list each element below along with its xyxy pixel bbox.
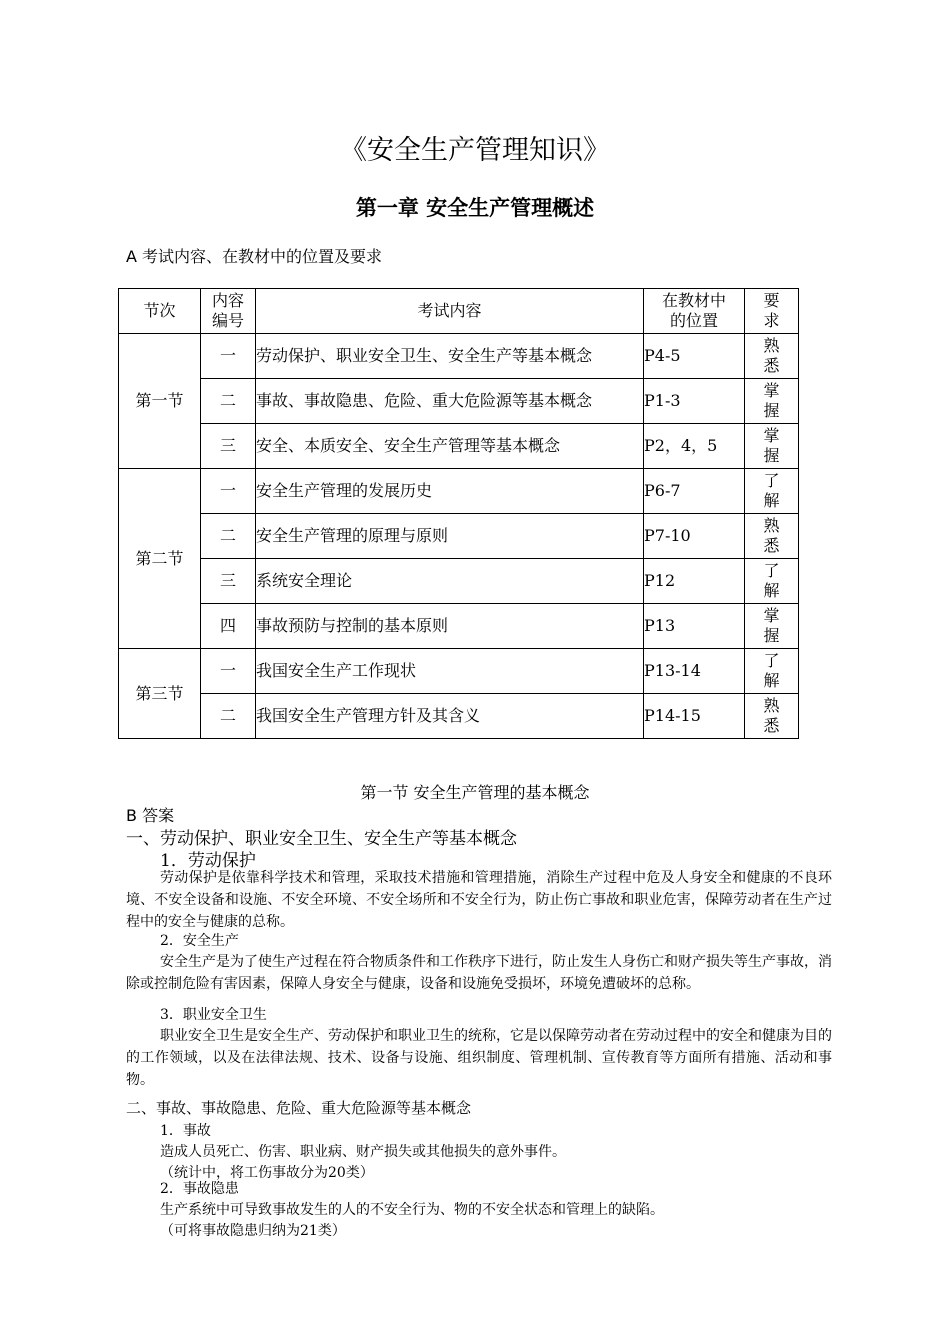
header-requirement: 要 求 [745, 289, 799, 334]
header-number: 内容 编号 [201, 289, 256, 334]
exam-content-table [118, 288, 799, 739]
location-cell: P13 [644, 604, 745, 649]
occupational-safety-paragraph: 职业安全卫生是安全生产、劳动保护和职业卫生的统称，它是以保障劳动者在劳动过程中的安全和健康为目的的工作领域，以及在法律法规、技术、设备与设施、组织制度、管理机制、宣传教育等方面所有措施、活动和事物。 [126, 1028, 832, 1088]
header-location: 在教材中 的位置 [644, 289, 745, 334]
table-row [119, 694, 799, 739]
number-cell: 一 [201, 649, 256, 694]
location-cell: P13-14 [644, 649, 745, 694]
requirement-cell: 了 解 [745, 469, 799, 514]
location-cell: P7-10 [644, 514, 745, 559]
number-cell: 三 [201, 424, 256, 469]
hazard-definition: 生产系统中可导致事故发生的人的不安全行为、物的不安全状态和管理上的缺陷。 [160, 1202, 664, 1218]
location-cell: P1-3 [644, 379, 745, 424]
requirement-cell: 熟 悉 [745, 334, 799, 379]
part-two-heading: 二、事故、事故隐患、危险、重大危险源等基本概念 [126, 1099, 472, 1117]
item-labor-protection-title: 1．劳动保护 [160, 851, 256, 871]
location-cell: P12 [644, 559, 745, 604]
requirement-cell: 掌 握 [745, 604, 799, 649]
table-row [119, 604, 799, 649]
requirement-cell: 掌 握 [745, 379, 799, 424]
section-cell: 第二节 [119, 469, 201, 649]
requirement-cell: 熟 悉 [745, 694, 799, 739]
document-title: 《安全生产管理知识》 [340, 135, 610, 166]
part-one-heading: 一、劳动保护、职业安全卫生、安全生产等基本概念 [126, 829, 517, 849]
requirement-cell: 了 解 [745, 559, 799, 604]
section-one-heading: 第一节 安全生产管理的基本概念 [360, 783, 590, 802]
number-cell: 二 [201, 694, 256, 739]
table-row [119, 514, 799, 559]
section-cell: 第一节 [119, 334, 201, 469]
hazard-note: （可将事故隐患归纳为21类） [160, 1223, 346, 1239]
location-cell: P14-15 [644, 694, 745, 739]
table-row [119, 649, 799, 694]
location-cell: P2，4，5 [644, 424, 745, 469]
number-cell: 二 [201, 514, 256, 559]
answers-label: B 答案 [126, 806, 175, 825]
header-content: 考试内容 [256, 289, 644, 334]
item-safe-production-title: 2．安全生产 [160, 933, 239, 949]
table-header-row [119, 289, 799, 334]
table-row [119, 379, 799, 424]
content-cell: 安全生产管理的原理与原则 [256, 514, 644, 559]
requirement-cell: 熟 悉 [745, 514, 799, 559]
content-cell: 安全、本质安全、安全生产管理等基本概念 [256, 424, 644, 469]
content-cell: 系统安全理论 [256, 559, 644, 604]
labor-protection-paragraph: 劳动保护是依靠科学技术和管理，采取技术措施和管理措施，消除生产过程中危及人身安全和健康的不良环境、不安全设备和设施、不安全环境、不安全场所和不安全行为，防止伤亡事故和职业危害，保障劳动者在生产过程中的安全与健康的总称。 [126, 870, 832, 930]
content-cell: 我国安全生产工作现状 [256, 649, 644, 694]
table-row [119, 469, 799, 514]
safe-production-paragraph: 安全生产是为了使生产过程在符合物质条件和工作秩序下进行，防止发生人身伤亡和财产损失等生产事故，消除或控制危险有害因素，保障人身安全与健康，设备和设施免受损坏，环境免遭破坏的总称。 [126, 954, 832, 992]
number-cell: 三 [201, 559, 256, 604]
number-cell: 四 [201, 604, 256, 649]
section-a-label: A 考试内容、在教材中的位置及要求 [126, 247, 383, 266]
location-cell: P6-7 [644, 469, 745, 514]
number-cell: 一 [201, 469, 256, 514]
table-row [119, 334, 799, 379]
requirement-cell: 掌 握 [745, 424, 799, 469]
chapter-heading: 第一章 安全生产管理概述 [355, 196, 595, 220]
item-accident-title: 1．事故 [160, 1123, 211, 1139]
location-cell: P4-5 [644, 334, 745, 379]
table-row [119, 559, 799, 604]
content-cell: 我国安全生产管理方针及其含义 [256, 694, 644, 739]
accident-definition: 造成人员死亡、伤害、职业病、财产损失或其他损失的意外事件。 [160, 1144, 566, 1160]
item-hazard-title: 2．事故隐患 [160, 1181, 239, 1197]
item-occupational-safety-title: 3．职业安全卫生 [160, 1007, 267, 1023]
number-cell: 一 [201, 334, 256, 379]
number-cell: 二 [201, 379, 256, 424]
content-cell: 事故、事故隐患、危险、重大危险源等基本概念 [256, 379, 644, 424]
header-section: 节次 [119, 289, 201, 334]
content-cell: 安全生产管理的发展历史 [256, 469, 644, 514]
content-cell: 事故预防与控制的基本原则 [256, 604, 644, 649]
content-cell: 劳动保护、职业安全卫生、安全生产等基本概念 [256, 334, 644, 379]
table-row [119, 424, 799, 469]
requirement-cell: 了 解 [745, 649, 799, 694]
accident-note: （统计中，将工伤事故分为20类） [160, 1165, 374, 1181]
section-cell: 第三节 [119, 649, 201, 739]
